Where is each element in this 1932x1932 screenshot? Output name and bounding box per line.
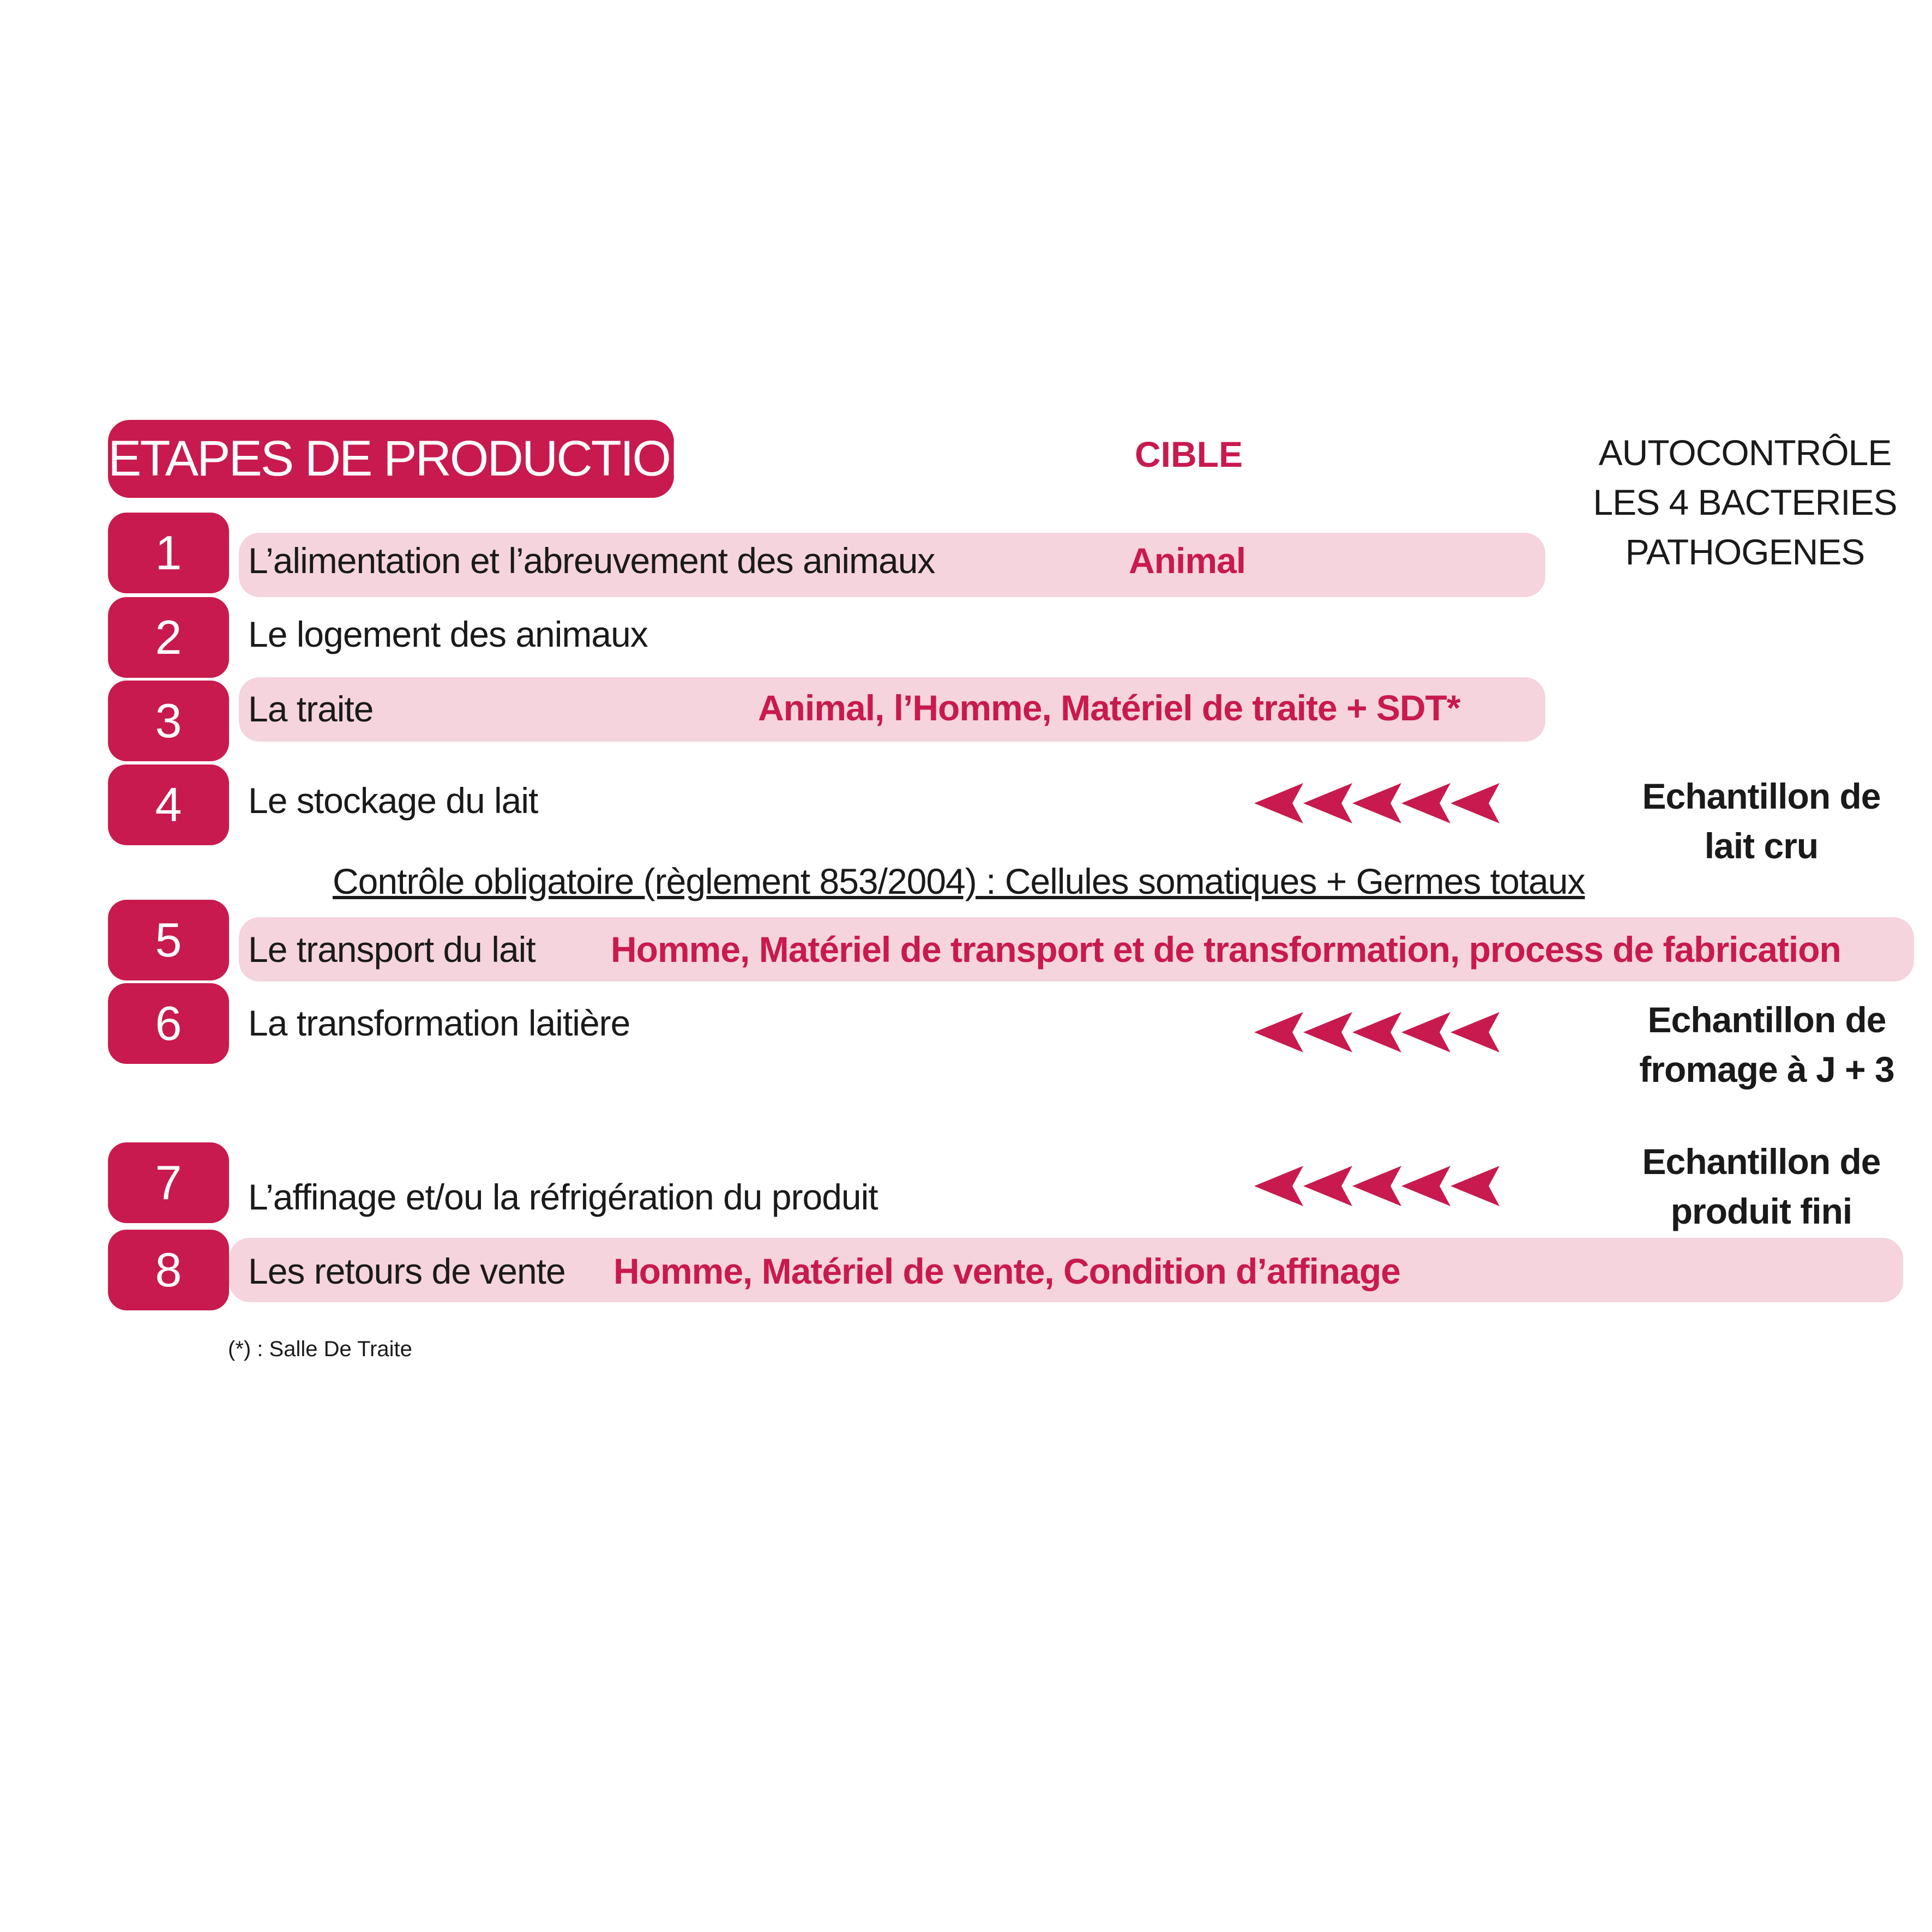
sample-cheese xyxy=(1598,995,1932,1094)
step-label: Le logement des animaux xyxy=(248,614,648,654)
control-header-line-1: AUTOCONTRÔLE xyxy=(1598,432,1892,473)
sample-finished-product xyxy=(1598,1137,1925,1236)
step-number-badge: 3 xyxy=(108,681,229,761)
steps-header-badge: ETAPES DE PRODUCTION xyxy=(108,420,674,498)
left-chevron-icon xyxy=(1450,783,1500,823)
step-target: Animal xyxy=(1129,540,1246,581)
left-chevron-icon xyxy=(1450,1166,1500,1206)
left-chevron-icon xyxy=(1254,783,1303,823)
step-number-badge: 8 xyxy=(108,1230,229,1310)
control-header-line-3: PATHOGENES xyxy=(1625,532,1865,572)
control-header-line-2: LES 4 BACTERIES xyxy=(1593,482,1897,522)
sample-line-2: fromage à J + 3 xyxy=(1639,1049,1894,1090)
left-chevron-icon xyxy=(1352,783,1401,823)
step-label: L’affinage et/ou la réfrigération du produit xyxy=(248,1177,878,1217)
step-number-badge: 4 xyxy=(108,765,229,845)
left-chevron-icon xyxy=(1254,1166,1303,1206)
left-chevron-icon xyxy=(1254,1012,1303,1052)
left-chevron-icon xyxy=(1401,1012,1450,1052)
left-chevron-icon xyxy=(1303,1012,1352,1052)
step-target: Homme, Matériel de vente, Condition d’affinage xyxy=(613,1251,1400,1291)
step-number-badge: 6 xyxy=(108,983,229,1064)
sample-arrows-cheese xyxy=(1254,1008,1505,1057)
step-label: La transformation laitière xyxy=(248,1003,630,1043)
step-number-badge: 2 xyxy=(108,597,229,678)
sample-line-1: Echantillon de xyxy=(1642,1141,1881,1182)
sample-arrows-finished xyxy=(1254,1161,1505,1211)
step-target: Homme, Matériel de transport et de transformation, process de fabrication xyxy=(611,929,1841,970)
mandatory-control-note: Contrôle obligatoire (règlement 853/2004) : Cellules somatiques + Germes totaux xyxy=(333,861,1585,901)
left-chevron-icon xyxy=(1303,1166,1352,1206)
left-chevron-icon xyxy=(1303,783,1352,823)
left-chevron-icon xyxy=(1352,1166,1401,1206)
left-chevron-icon xyxy=(1450,1012,1500,1052)
left-chevron-icon xyxy=(1401,1166,1450,1206)
step-label: La traite xyxy=(248,689,374,729)
left-chevron-icon xyxy=(1401,783,1450,823)
step-number-badge: 1 xyxy=(108,513,229,593)
sample-line-2: produit fini xyxy=(1670,1191,1852,1231)
step-number-badge: 7 xyxy=(108,1142,229,1223)
step-target: Animal, l’Homme, Matériel de traite + SDT* xyxy=(758,688,1460,728)
step-number-badge: 5 xyxy=(108,900,229,980)
target-column-header: CIBLE xyxy=(1135,434,1243,474)
sample-line-1: Echantillon de xyxy=(1642,776,1881,816)
sample-line-1: Echantillon de xyxy=(1647,1000,1886,1040)
step-label: Les retours de vente xyxy=(248,1251,565,1291)
step-label: L’alimentation et l’abreuvement des animaux xyxy=(248,540,935,581)
control-column-header xyxy=(1565,428,1925,577)
sample-milk xyxy=(1598,772,1925,871)
sample-arrows-milk xyxy=(1254,779,1505,828)
step-label: Le stockage du lait xyxy=(248,780,538,821)
left-chevron-icon xyxy=(1352,1012,1401,1052)
step-label: Le transport du lait xyxy=(248,929,535,970)
sample-line-2: lait cru xyxy=(1704,826,1819,866)
footnote: (*) : Salle De Traite xyxy=(228,1337,412,1361)
